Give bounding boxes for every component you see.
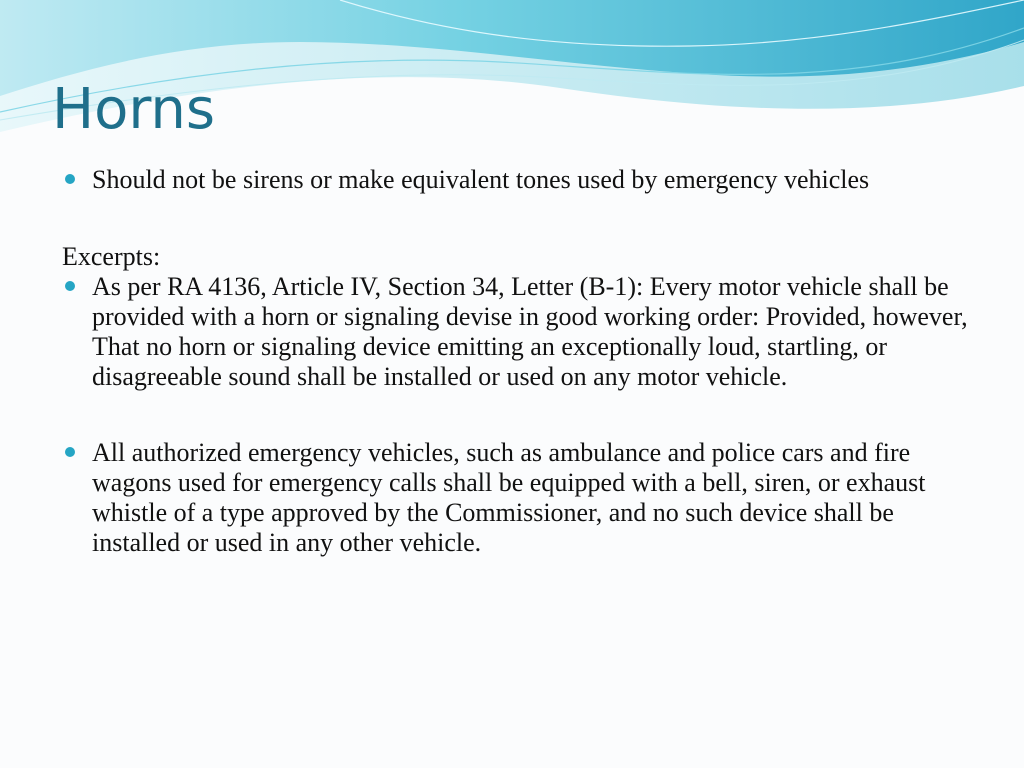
bullet-item-3 — [62, 438, 982, 558]
bullet-item-3-text: All authorized emergency vehicles, such as ambulance and police cars and fire wagons used for emergency calls shall be equipped with a bell, siren, or exhaust whistle of a type approved by the Commissioner, and no such device shall be installed or used in any other vehicle. — [92, 438, 926, 557]
bullet-item-1 — [62, 165, 982, 195]
slide-body — [62, 165, 982, 558]
bullet-dot-icon — [65, 447, 75, 457]
bullet-item-2 — [62, 272, 982, 392]
bullet-dot-icon — [65, 174, 75, 184]
bullet-dot-icon — [65, 281, 75, 291]
excerpts-label: Excerpts: — [62, 242, 161, 271]
slide-title: Horns — [52, 77, 216, 142]
bullet-item-2-text: As per RA 4136, Article IV, Section 34, Letter (B-1): Every motor vehicle shall be provided with a horn or signaling devise in good working order: Provided, however, That no horn or signaling device emitting an exceptionally loud, startling, or disagreeable sound shall be installed or used on any motor vehicle. — [92, 272, 968, 391]
bullet-item-1-text: Should not be sirens or make equivalent tones used by emergency vehicles — [92, 165, 870, 194]
